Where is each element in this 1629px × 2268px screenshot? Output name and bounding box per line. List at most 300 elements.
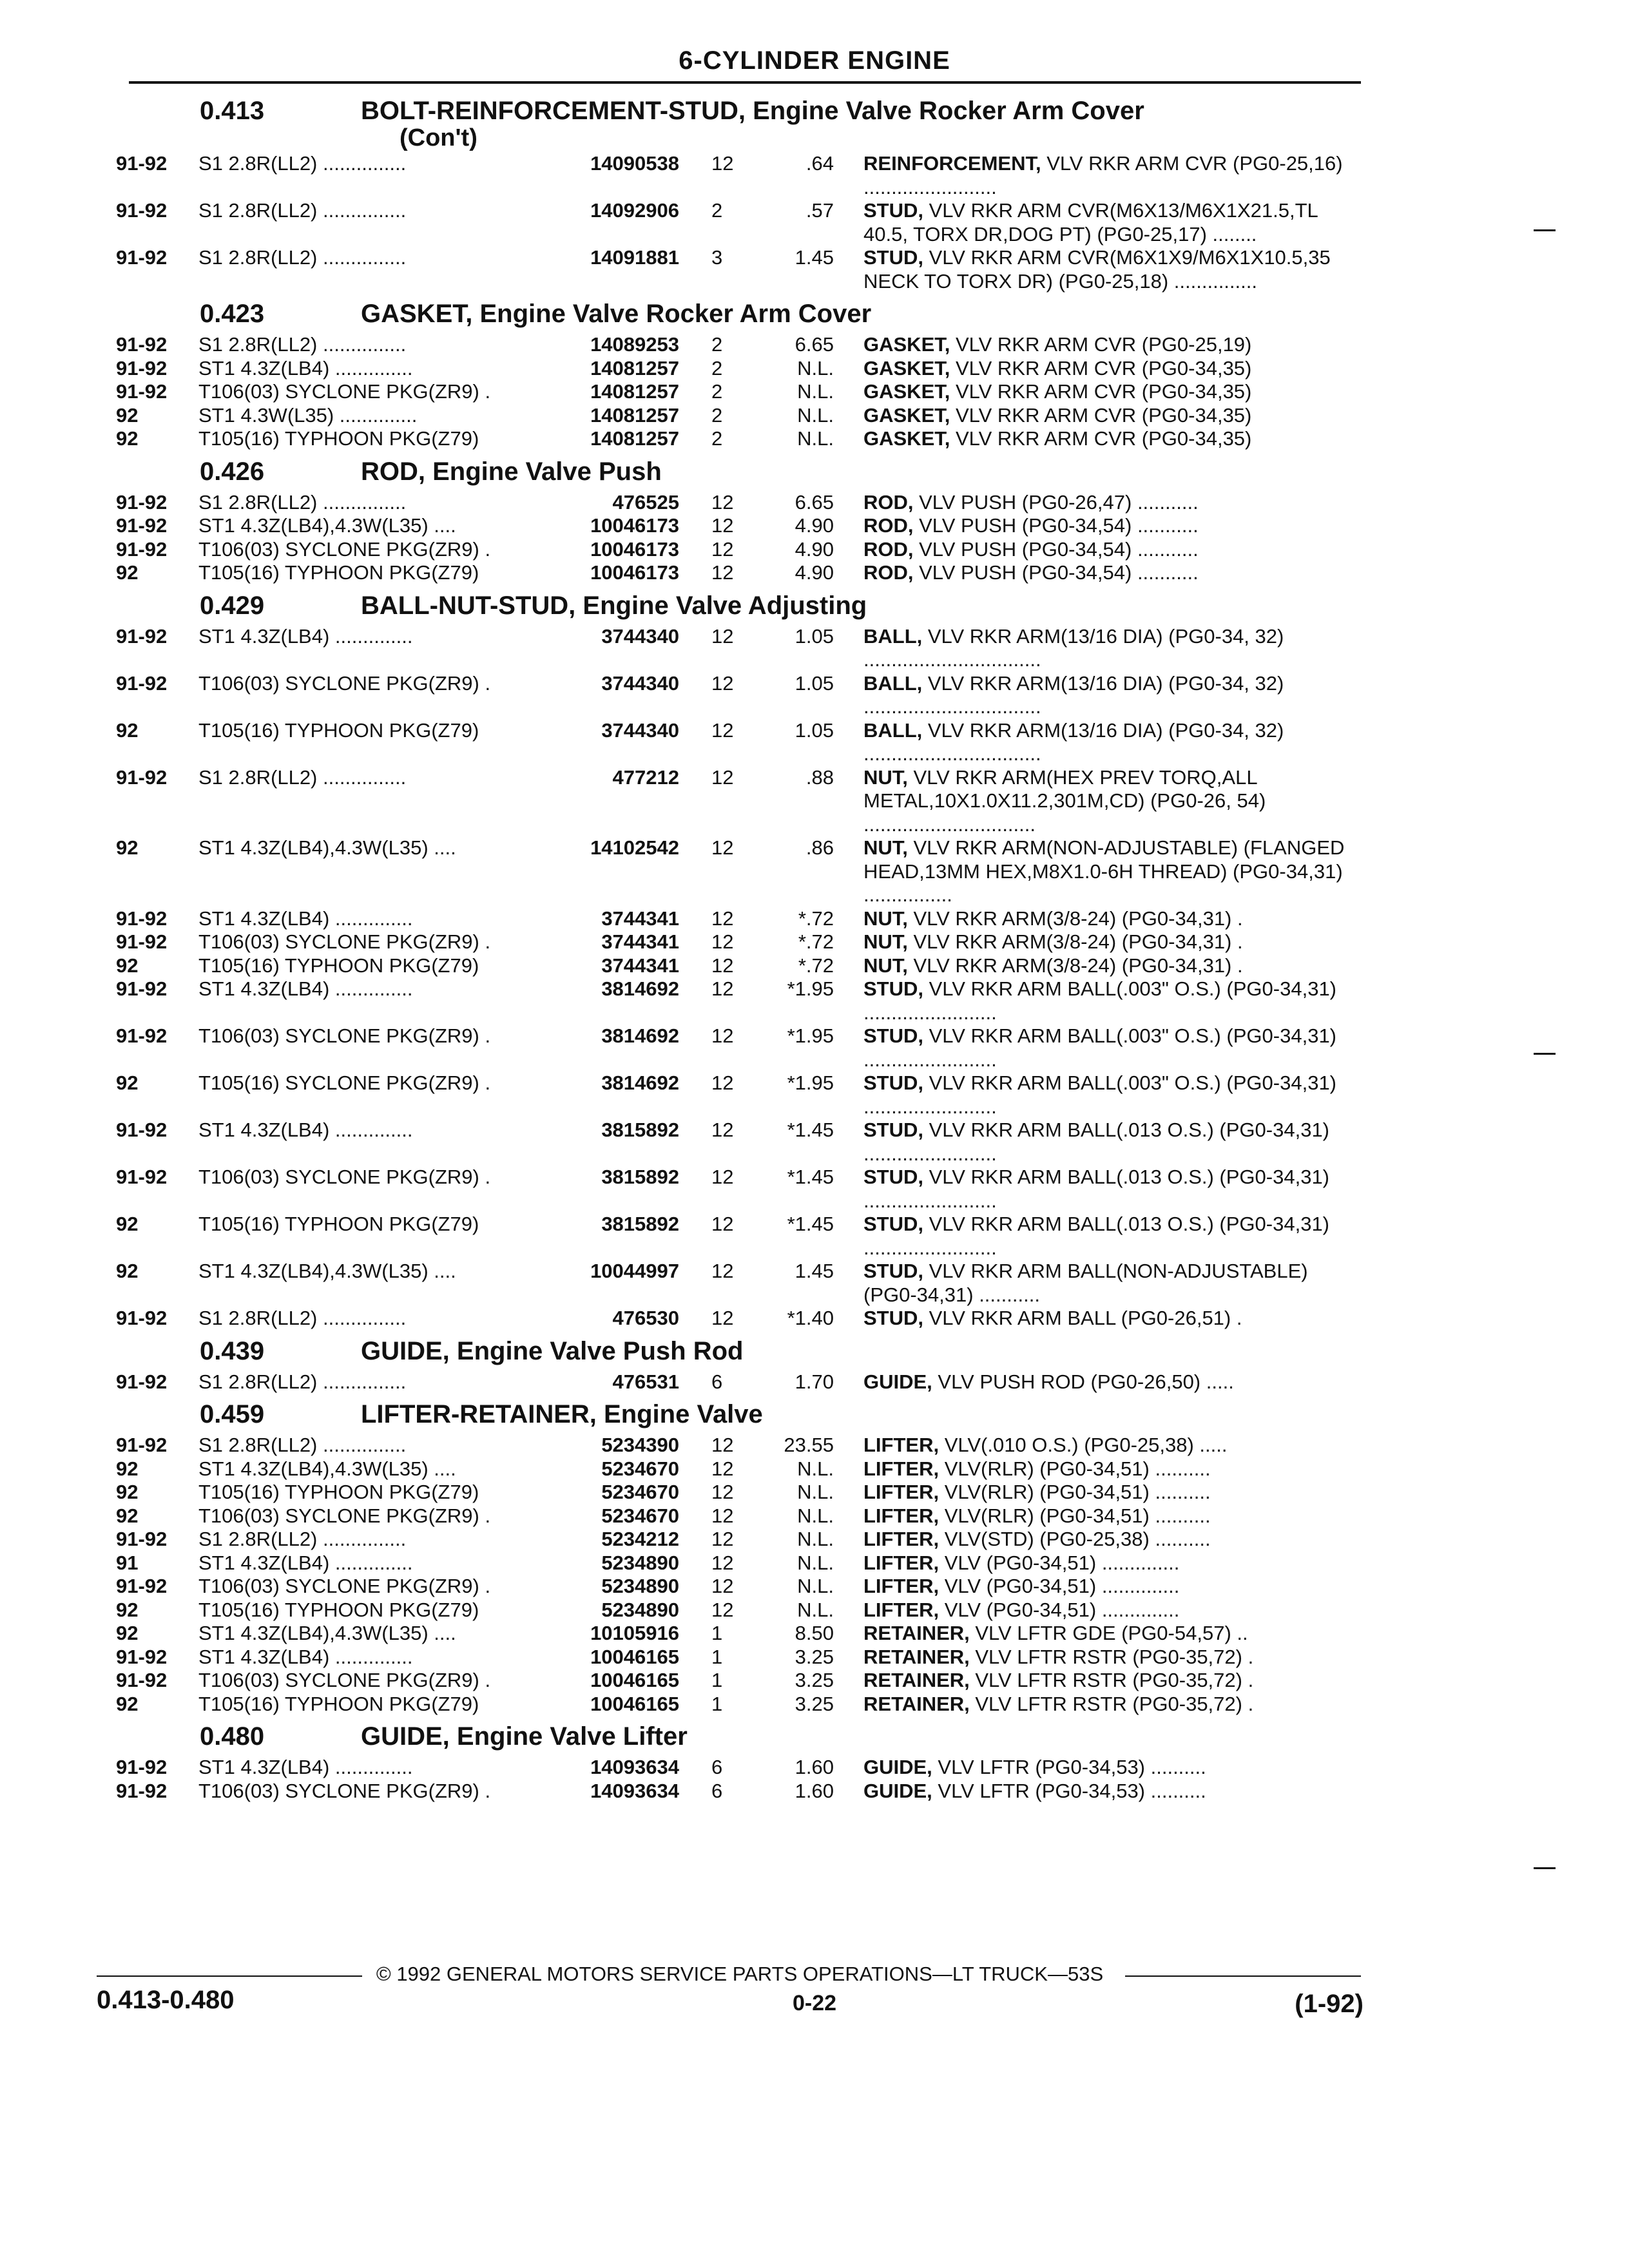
part-name: LIFTER,	[863, 1551, 940, 1574]
price: *1.95	[787, 1024, 834, 1047]
quantity: 2	[711, 199, 723, 222]
part-row	[116, 1370, 1353, 1394]
section	[116, 591, 1353, 1331]
price: 1.70	[795, 1370, 834, 1393]
part-name: NUT,	[863, 954, 908, 977]
part-name: ROD,	[863, 561, 914, 584]
part-row	[116, 199, 1353, 246]
application: T105(16) TYPHOON PKG(Z79)	[198, 427, 479, 450]
quantity: 12	[711, 490, 734, 514]
application: T106(03) SYCLONE PKG(ZR9) .	[198, 380, 491, 403]
price: 1.05	[795, 671, 834, 695]
quantity: 6	[711, 1756, 723, 1778]
part-name: BALL,	[863, 671, 923, 695]
model-years: 92	[116, 1457, 139, 1480]
quantity: 12	[711, 152, 734, 175]
part-name: RETAINER,	[863, 1645, 970, 1668]
part-detail: VLV (PG0-34,51) ..............	[939, 1598, 1180, 1621]
margin-change-mark	[1534, 229, 1556, 231]
section-heading	[116, 457, 1353, 491]
model-years: 91	[116, 1551, 139, 1574]
application: ST1 4.3Z(LB4) ..............	[198, 1551, 413, 1574]
price: 4.90	[795, 514, 834, 537]
part-row	[116, 357, 1353, 381]
part-name: BALL,	[863, 718, 923, 742]
model-years: 91-92	[116, 1119, 168, 1141]
part-detail: VLV RKR ARM BALL(NON-ADJUSTABLE) (PG0-34,31) ...........	[863, 1260, 1308, 1306]
part-row	[116, 1024, 1353, 1072]
price: N.L.	[797, 356, 834, 380]
section-title: GUIDE, Engine Valve Lifter	[361, 1722, 688, 1751]
price: .57	[805, 199, 834, 222]
part-number: 476530	[612, 1307, 679, 1329]
part-description	[863, 719, 1353, 766]
part-description	[863, 1481, 1353, 1504]
section-subtitle: (Con't)	[400, 124, 477, 151]
application: S1 2.8R(LL2) ...............	[198, 1434, 407, 1456]
quantity: 12	[711, 561, 734, 584]
part-row	[116, 1260, 1353, 1307]
application: ST1 4.3Z(LB4) ..............	[198, 1756, 413, 1778]
quantity: 6	[711, 1779, 723, 1802]
model-years: 91-92	[116, 1779, 168, 1802]
quantity: 12	[711, 1024, 734, 1047]
price: N.L.	[797, 1528, 834, 1550]
part-name: STUD,	[863, 1166, 923, 1188]
application: T106(03) SYCLONE PKG(ZR9) .	[198, 1504, 491, 1527]
section	[116, 1337, 1353, 1394]
application: ST1 4.3Z(LB4) ..............	[198, 624, 413, 648]
part-number: 3744341	[601, 907, 679, 930]
part-row	[116, 152, 1353, 199]
quantity: 3	[711, 246, 723, 269]
part-detail: VLV RKR ARM BALL(.013 O.S.) (PG0-34,31) ........................	[863, 1119, 1330, 1165]
part-description	[863, 357, 1353, 381]
quantity: 12	[711, 624, 734, 648]
quantity: 2	[711, 333, 723, 356]
part-description	[863, 246, 1353, 293]
part-description	[863, 1024, 1353, 1072]
application: T105(16) TYPHOON PKG(Z79)	[198, 1213, 479, 1235]
part-row	[116, 1693, 1353, 1716]
application: T105(16) TYPHOON PKG(Z79)	[198, 954, 479, 977]
model-years: 91-92	[116, 1434, 168, 1456]
part-name: GUIDE,	[863, 1779, 932, 1802]
application: T106(03) SYCLONE PKG(ZR9) .	[198, 1024, 491, 1047]
quantity: 12	[711, 1598, 734, 1621]
part-description	[863, 1072, 1353, 1119]
part-row	[116, 1669, 1353, 1693]
part-description	[863, 1646, 1353, 1669]
part-description	[863, 1166, 1353, 1213]
part-detail: VLV LFTR RSTR (PG0-35,72) .	[969, 1669, 1254, 1691]
section-number: 0.426	[200, 457, 265, 486]
part-detail: VLV RKR ARM(3/8-24) (PG0-34,31) .	[907, 930, 1243, 953]
price: 1.60	[795, 1756, 834, 1778]
part-name: RETAINER,	[863, 1669, 970, 1691]
part-detail: VLV RKR ARM BALL(.003" O.S.) (PG0-34,31) ........................	[863, 1024, 1337, 1071]
application: ST1 4.3Z(LB4) ..............	[198, 1119, 413, 1141]
part-row	[116, 538, 1353, 562]
price: N.L.	[797, 380, 834, 403]
quantity: 12	[711, 1457, 734, 1480]
model-years: 91-92	[116, 907, 168, 930]
quantity: 12	[711, 1504, 734, 1527]
price: 4.90	[795, 537, 834, 561]
part-row	[116, 491, 1353, 515]
part-row	[116, 977, 1353, 1024]
section-title: BOLT-REINFORCEMENT-STUD, Engine Valve Rocker Arm Cover	[361, 97, 1144, 125]
quantity: 2	[711, 380, 723, 403]
price: .64	[805, 152, 834, 175]
application: ST1 4.3Z(LB4),4.3W(L35) ....	[198, 1260, 456, 1282]
price: 3.25	[795, 1669, 834, 1691]
part-detail: VLV RKR ARM BALL(.003" O.S.) (PG0-34,31) ........................	[863, 1072, 1337, 1118]
part-detail: VLV RKR ARM CVR(M6X1X9/M6X1X10.5,35 NECK TO TORX DR) (PG0-25,18) ...............	[863, 246, 1331, 293]
part-name: ROD,	[863, 537, 914, 561]
part-description	[863, 930, 1353, 954]
price: 1.60	[795, 1779, 834, 1802]
price: *1.95	[787, 977, 834, 1000]
section-number: 0.429	[200, 591, 265, 620]
section-heading	[116, 97, 1353, 130]
part-description	[863, 625, 1353, 672]
application: T105(16) TYPHOON PKG(Z79)	[198, 561, 479, 584]
part-row	[116, 1504, 1353, 1528]
part-detail: VLV RKR ARM CVR(M6X13/M6X1X21.5,TL 40.5, TORX DR,DOG PT) (PG0-25,17) ........	[863, 199, 1318, 245]
part-name: LIFTER,	[863, 1457, 940, 1480]
model-years: 91-92	[116, 380, 168, 403]
part-description	[863, 1434, 1353, 1457]
quantity: 12	[711, 954, 734, 977]
part-detail: VLV RKR ARM(NON-ADJUSTABLE) (FLANGED HEAD,13MM HEX,M8X1.0-6H THREAD) (PG0-34,31) ................	[863, 836, 1345, 906]
part-name: STUD,	[863, 1119, 923, 1141]
application: S1 2.8R(LL2) ...............	[198, 1528, 407, 1550]
margin-change-mark	[1534, 1867, 1556, 1869]
quantity: 2	[711, 356, 723, 380]
price: 3.25	[795, 1692, 834, 1715]
application: T106(03) SYCLONE PKG(ZR9) .	[198, 537, 491, 561]
part-row	[116, 836, 1353, 907]
model-years: 92	[116, 403, 139, 427]
part-number: 14102542	[590, 836, 679, 859]
margin-change-mark	[1534, 1053, 1556, 1055]
price: *.72	[798, 907, 834, 930]
part-number: 3814692	[601, 1072, 679, 1094]
model-years: 92	[116, 1213, 139, 1235]
price: N.L.	[797, 1504, 834, 1527]
part-name: STUD,	[863, 1213, 923, 1235]
part-description	[863, 1756, 1353, 1780]
part-name: LIFTER,	[863, 1528, 940, 1550]
model-years: 92	[116, 1622, 139, 1644]
part-row	[116, 1622, 1353, 1646]
part-row	[116, 1780, 1353, 1803]
quantity: 12	[711, 1575, 734, 1597]
part-number: 476525	[612, 490, 679, 514]
application: T106(03) SYCLONE PKG(ZR9) .	[198, 671, 491, 695]
page-title: 6-CYLINDER ENGINE	[679, 46, 950, 75]
part-number: 10046173	[590, 561, 679, 584]
application: ST1 4.3Z(LB4) ..............	[198, 1645, 413, 1668]
part-row	[116, 1213, 1353, 1260]
part-name: GASKET,	[863, 333, 950, 356]
part-row	[116, 1599, 1353, 1622]
model-years: 91-92	[116, 1528, 168, 1550]
part-name: GASKET,	[863, 356, 950, 380]
model-years: 91-92	[116, 930, 168, 953]
part-row	[116, 930, 1353, 954]
part-detail: VLV RKR ARM(13/16 DIA) (PG0-34, 32) ................................	[863, 718, 1284, 765]
price: N.L.	[797, 1457, 834, 1480]
model-years: 92	[116, 1481, 139, 1503]
part-number: 3815892	[601, 1213, 679, 1235]
quantity: 1	[711, 1645, 723, 1668]
application: T105(16) TYPHOON PKG(Z79)	[198, 1598, 479, 1621]
part-number: 14089253	[590, 333, 679, 356]
part-detail: VLV (PG0-34,51) ..............	[939, 1551, 1180, 1574]
part-detail: VLV(.010 O.S.) (PG0-25,38) .....	[939, 1434, 1228, 1456]
part-detail: VLV(RLR) (PG0-34,51) ..........	[939, 1504, 1211, 1527]
part-detail: VLV LFTR (PG0-34,53) ..........	[932, 1756, 1206, 1778]
part-name: ROD,	[863, 490, 914, 514]
part-row	[116, 380, 1353, 404]
price: *.72	[798, 930, 834, 953]
model-years: 92	[116, 427, 139, 450]
model-years: 91-92	[116, 1166, 168, 1188]
part-detail: VLV PUSH (PG0-34,54) ...........	[913, 537, 1199, 561]
part-row	[116, 1119, 1353, 1166]
application: T106(03) SYCLONE PKG(ZR9) .	[198, 1166, 491, 1188]
part-row	[116, 1552, 1353, 1575]
application: T106(03) SYCLONE PKG(ZR9) .	[198, 930, 491, 953]
part-number: 10044997	[590, 1260, 679, 1282]
part-number: 3814692	[601, 977, 679, 1000]
application: S1 2.8R(LL2) ...............	[198, 1370, 407, 1393]
part-detail: VLV RKR ARM CVR (PG0-34,35)	[950, 356, 1252, 380]
footer-section-range: 0.413-0.480	[97, 1986, 235, 2014]
part-row	[116, 514, 1353, 538]
price: 1.05	[795, 624, 834, 648]
part-row	[116, 1457, 1353, 1481]
part-detail: VLV(RLR) (PG0-34,51) ..........	[939, 1457, 1211, 1480]
section-heading	[116, 1400, 1353, 1434]
part-row	[116, 1166, 1353, 1213]
part-name: STUD,	[863, 246, 923, 269]
price: 6.65	[795, 490, 834, 514]
part-row	[116, 672, 1353, 719]
price: 1.45	[795, 1260, 834, 1282]
part-description	[863, 1780, 1353, 1803]
price: *1.45	[787, 1119, 834, 1141]
part-detail: VLV PUSH ROD (PG0-26,50) .....	[932, 1370, 1234, 1393]
application: ST1 4.3W(L35) ..............	[198, 403, 418, 427]
part-description	[863, 1504, 1353, 1528]
part-name: NUT,	[863, 765, 908, 789]
model-years: 91-92	[116, 1024, 168, 1047]
application: ST1 4.3Z(LB4),4.3W(L35) ....	[198, 1622, 456, 1644]
part-row	[116, 1481, 1353, 1504]
model-years: 92	[116, 954, 139, 977]
part-description	[863, 514, 1353, 538]
model-years: 91-92	[116, 765, 168, 789]
part-number: 10046173	[590, 537, 679, 561]
quantity: 12	[711, 671, 734, 695]
section-title: BALL-NUT-STUD, Engine Valve Adjusting	[361, 591, 867, 620]
part-description	[863, 907, 1353, 931]
model-years: 91-92	[116, 490, 168, 514]
part-row	[116, 907, 1353, 931]
part-name: STUD,	[863, 1307, 923, 1329]
application: S1 2.8R(LL2) ...............	[198, 333, 407, 356]
part-name: LIFTER,	[863, 1481, 940, 1503]
application: T105(16) TYPHOON PKG(Z79)	[198, 718, 479, 742]
part-detail: VLV RKR ARM BALL(.013 O.S.) (PG0-34,31) ........................	[863, 1213, 1330, 1259]
model-years: 91-92	[116, 333, 168, 356]
part-row	[116, 1756, 1353, 1780]
part-number: 3744340	[601, 624, 679, 648]
price: *1.95	[787, 1072, 834, 1094]
part-number: 10105916	[590, 1622, 679, 1644]
quantity: 12	[711, 765, 734, 789]
part-description	[863, 561, 1353, 585]
part-detail: VLV PUSH (PG0-34,54) ...........	[913, 561, 1199, 584]
application: S1 2.8R(LL2) ...............	[198, 152, 407, 175]
part-number: 14081257	[590, 427, 679, 450]
section-title: GASKET, Engine Valve Rocker Arm Cover	[361, 300, 872, 328]
part-name: LIFTER,	[863, 1575, 940, 1597]
application: T106(03) SYCLONE PKG(ZR9) .	[198, 1669, 491, 1691]
part-detail: VLV RKR ARM(13/16 DIA) (PG0-34, 32) ................................	[863, 671, 1284, 718]
part-detail: VLV RKR ARM(3/8-24) (PG0-34,31) .	[907, 954, 1243, 977]
model-years: 91-92	[116, 1575, 168, 1597]
part-description	[863, 1693, 1353, 1716]
part-number: 477212	[612, 765, 679, 789]
part-name: LIFTER,	[863, 1598, 940, 1621]
part-description	[863, 404, 1353, 428]
application: ST1 4.3Z(LB4),4.3W(L35) ....	[198, 514, 456, 537]
part-description	[863, 1552, 1353, 1575]
part-name: STUD,	[863, 1024, 923, 1047]
quantity: 1	[711, 1692, 723, 1715]
price: N.L.	[797, 1481, 834, 1503]
part-description	[863, 1370, 1353, 1394]
part-row	[116, 1575, 1353, 1599]
part-description	[863, 836, 1353, 907]
part-description	[863, 491, 1353, 515]
model-years: 91-92	[116, 514, 168, 537]
part-row	[116, 1646, 1353, 1669]
model-years: 91-92	[116, 152, 168, 175]
part-name: STUD,	[863, 1072, 923, 1094]
model-years: 91-92	[116, 1307, 168, 1329]
price: N.L.	[797, 1575, 834, 1597]
part-row	[116, 427, 1353, 451]
part-number: 14081257	[590, 356, 679, 380]
part-number: 14093634	[590, 1779, 679, 1802]
part-detail: VLV(STD) (PG0-25,38) ..........	[939, 1528, 1211, 1550]
part-description	[863, 1622, 1353, 1646]
model-years: 91-92	[116, 1645, 168, 1668]
model-years: 92	[116, 1072, 139, 1094]
part-detail: VLV RKR ARM CVR (PG0-34,35)	[950, 427, 1252, 450]
section-title: ROD, Engine Valve Push	[361, 457, 662, 486]
application: S1 2.8R(LL2) ...............	[198, 490, 407, 514]
part-row	[116, 333, 1353, 357]
part-name: ROD,	[863, 514, 914, 537]
model-years: 91-92	[116, 1370, 168, 1393]
part-number: 3814692	[601, 1024, 679, 1047]
section	[116, 1400, 1353, 1716]
section-title: GUIDE, Engine Valve Push Rod	[361, 1336, 744, 1365]
section-heading	[116, 1337, 1353, 1370]
price: 6.65	[795, 333, 834, 356]
application: ST1 4.3Z(LB4),4.3W(L35) ....	[198, 1457, 456, 1480]
section	[116, 1722, 1353, 1803]
part-row	[116, 1434, 1353, 1457]
quantity: 12	[711, 1166, 734, 1188]
price: 23.55	[784, 1434, 834, 1456]
model-years: 92	[116, 1260, 139, 1282]
price: N.L.	[797, 1551, 834, 1574]
part-row	[116, 1307, 1353, 1331]
quantity: 12	[711, 718, 734, 742]
part-name: STUD,	[863, 977, 923, 1000]
header-rule	[129, 81, 1361, 84]
application: S1 2.8R(LL2) ...............	[198, 199, 407, 222]
part-description	[863, 1307, 1353, 1331]
model-years: 91-92	[116, 537, 168, 561]
part-name: RETAINER,	[863, 1622, 970, 1644]
model-years: 92	[116, 561, 139, 584]
part-description	[863, 1119, 1353, 1166]
part-number: 476531	[612, 1370, 679, 1393]
part-detail: VLV PUSH (PG0-26,47) ...........	[913, 490, 1199, 514]
part-row	[116, 561, 1353, 585]
part-row	[116, 246, 1353, 293]
part-number: 14081257	[590, 403, 679, 427]
part-number: 10046165	[590, 1669, 679, 1691]
section-number: 0.439	[200, 1336, 265, 1365]
section-number: 0.423	[200, 300, 265, 328]
part-description	[863, 1213, 1353, 1260]
application: ST1 4.3Z(LB4) ..............	[198, 977, 413, 1000]
section-number: 0.413	[200, 97, 265, 125]
model-years: 91-92	[116, 1756, 168, 1778]
part-description	[863, 152, 1353, 199]
application: T106(03) SYCLONE PKG(ZR9) .	[198, 1779, 491, 1802]
part-name: LIFTER,	[863, 1434, 940, 1456]
price: 8.50	[795, 1622, 834, 1644]
part-number: 14081257	[590, 380, 679, 403]
application: ST1 4.3Z(LB4) ..............	[198, 356, 413, 380]
quantity: 12	[711, 836, 734, 859]
price: 1.45	[795, 246, 834, 269]
part-name: RETAINER,	[863, 1692, 970, 1715]
quantity: 12	[711, 1551, 734, 1574]
part-name: STUD,	[863, 199, 923, 222]
model-years: 91-92	[116, 624, 168, 648]
part-detail: VLV RKR ARM CVR (PG0-25,19)	[950, 333, 1252, 356]
footer-copyright: © 1992 GENERAL MOTORS SERVICE PARTS OPERATIONS—LT TRUCK—53S	[376, 1963, 1104, 1985]
application: S1 2.8R(LL2) ...............	[198, 246, 407, 269]
part-row	[116, 1528, 1353, 1552]
price: 3.25	[795, 1645, 834, 1668]
application: T106(03) SYCLONE PKG(ZR9) .	[198, 1575, 491, 1597]
part-description	[863, 538, 1353, 562]
part-row	[116, 954, 1353, 978]
part-detail: VLV RKR ARM(HEX PREV TORQ,ALL METAL,10X1.0X11.2,301M,CD) (PG0-26, 54) ...............................	[863, 765, 1266, 836]
